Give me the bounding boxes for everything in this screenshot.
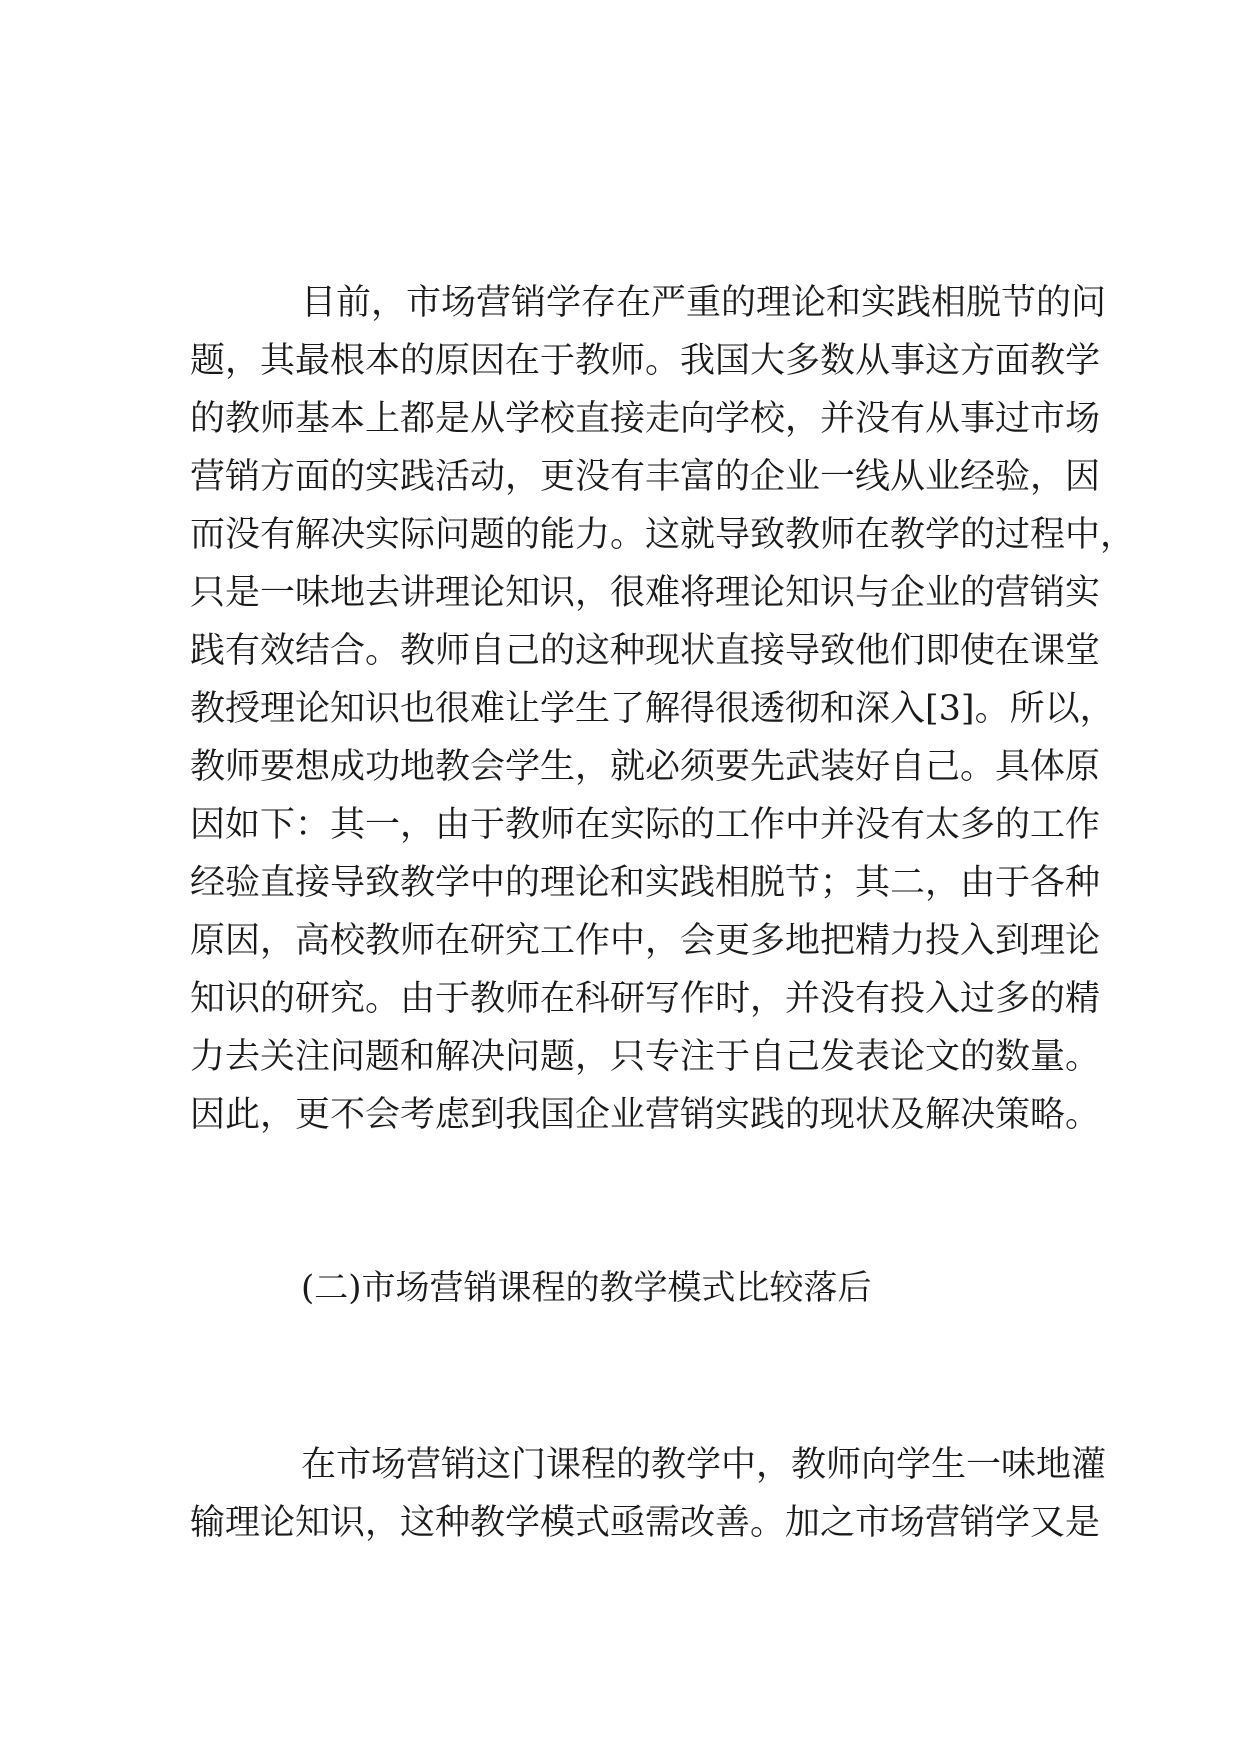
paragraph-line: 教师要想成功地教会学生，就必须要先武装好自己。具体原 xyxy=(190,747,1101,787)
paragraph-line: 只是一味地去讲理论知识，很难将理论知识与企业的营销实 xyxy=(190,573,1101,613)
paragraph-line: 践有效结合。教师自己的这种现状直接导致他们即使在课堂 xyxy=(190,631,1101,671)
paragraph-line: 因此，更不会考虑到我国企业营销实践的现状及解决策略。 xyxy=(190,1095,1101,1135)
paragraph-line: 营销方面的实践活动，更没有丰富的企业一线从业经验，因 xyxy=(190,457,1101,497)
paragraph-line: 教授理论知识也很难让学生了解得很透彻和深入[3]。所以， xyxy=(190,689,1115,729)
paragraph-line: 因如下：其一，由于教师在实际的工作中并没有太多的工作 xyxy=(190,805,1101,845)
paragraph-line: 力去关注问题和解决问题，只专注于自己发表论文的数量。 xyxy=(190,1037,1101,1077)
paragraph-line: 题，其最根本的原因在于教师。我国大多数从事这方面教学 xyxy=(190,341,1101,381)
paragraph-line: 经验直接导致教学中的理论和实践相脱节；其二，由于各种 xyxy=(190,863,1101,903)
paragraph-line: 目前，市场营销学存在严重的理论和实践相脱节的问 xyxy=(301,283,1107,323)
paragraph-line: 而没有解决实际问题的能力。这就导致教师在教学的过程中， xyxy=(190,515,1136,555)
paragraph-line: 输理论知识，这种教学模式亟需改善。加之市场营销学又是 xyxy=(190,1503,1101,1543)
paragraph-line: 知识的研究。由于教师在科研写作时，并没有投入过多的精 xyxy=(190,979,1101,1019)
section-heading: (二)市场营销课程的教学模式比较落后 xyxy=(301,1268,872,1308)
paragraph-line: 在市场营销这门课程的教学中，教师向学生一味地灌 xyxy=(301,1445,1107,1485)
paragraph-line: 的教师基本上都是从学校直接走向学校，并没有从事过市场 xyxy=(190,399,1101,439)
paragraph-line: 原因，高校教师在研究工作中，会更多地把精力投入到理论 xyxy=(190,921,1101,961)
